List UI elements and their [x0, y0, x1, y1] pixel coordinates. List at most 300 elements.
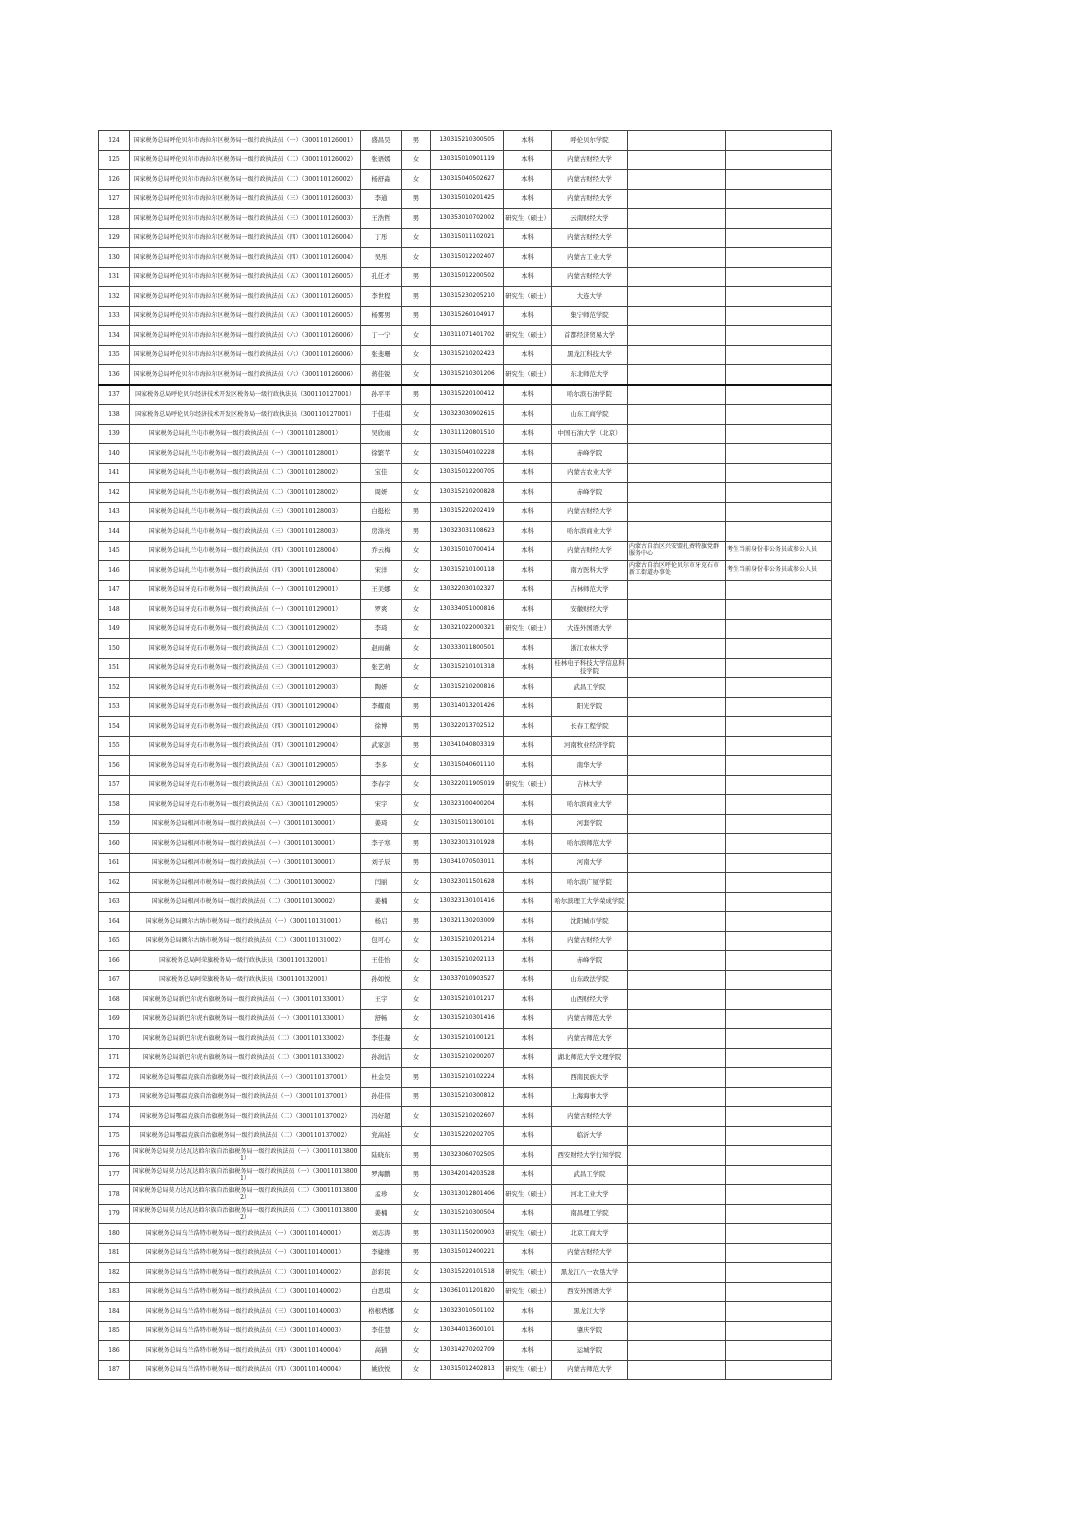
cell-education: 本科 [504, 678, 552, 698]
cell-workplace [628, 385, 726, 405]
cell-remark [726, 365, 832, 385]
cell-ticket-number: 130314270202709 [431, 1341, 504, 1361]
cell-gender: 男 [402, 502, 431, 522]
cell-school: 长春工程学院 [552, 717, 628, 737]
cell-workplace [628, 736, 726, 756]
cell-name: 李世程 [361, 287, 402, 307]
cell-remark [726, 345, 832, 365]
cell-gender: 男 [402, 209, 431, 229]
cell-remark [726, 170, 832, 190]
cell-remark [726, 1126, 832, 1146]
cell-ticket-number: 130315010700414 [431, 541, 504, 561]
cell-education: 本科 [504, 150, 552, 170]
cell-gender: 女 [402, 775, 431, 795]
table-row [99, 483, 832, 503]
cell-number: 183 [99, 1282, 130, 1302]
cell-ticket-number: 130315210301416 [431, 1009, 504, 1029]
cell-number: 169 [99, 1009, 130, 1029]
cell-ticket-number: 130315210200207 [431, 1048, 504, 1068]
cell-gender: 男 [402, 717, 431, 737]
cell-school: 南方医科大学 [552, 561, 628, 581]
cell-ticket-number: 130315012400221 [431, 1243, 504, 1263]
cell-school: 内蒙古财经大学 [552, 150, 628, 170]
cell-position: 国家税务总局乌兰浩特市税务局一级行政执法员（一）（300110140001） [130, 1224, 361, 1244]
cell-school: 大连大学 [552, 287, 628, 307]
cell-gender: 女 [402, 1263, 431, 1283]
cell-remark [726, 1087, 832, 1107]
cell-gender: 女 [402, 756, 431, 776]
cell-position: 国家税务总局呼伦贝尔市海拉尔区税务局一级行政执法员（二）（300110126002） [130, 150, 361, 170]
cell-number: 126 [99, 170, 130, 190]
cell-position: 国家税务总局呼伦贝尔市海拉尔区税务局一级行政执法员（三）（300110126003） [130, 189, 361, 209]
cell-remark: 考生当前身份非公务员或参公人员 [726, 561, 832, 581]
cell-remark [726, 522, 832, 542]
cell-remark [726, 463, 832, 483]
cell-remark [726, 1360, 832, 1380]
cell-ticket-number: 130314013201426 [431, 697, 504, 717]
cell-workplace [628, 189, 726, 209]
cell-education: 本科 [504, 561, 552, 581]
cell-name: 李琦 [361, 619, 402, 639]
cell-workplace [628, 795, 726, 815]
cell-remark [726, 678, 832, 698]
cell-ticket-number: 130342014203528 [431, 1165, 504, 1185]
table-row [99, 1146, 832, 1166]
cell-education: 本科 [504, 1204, 552, 1224]
table-row [99, 1107, 832, 1127]
cell-school: 山东政法学院 [552, 970, 628, 990]
cell-name: 陶妍 [361, 678, 402, 698]
table-row [99, 736, 832, 756]
cell-gender: 女 [402, 326, 431, 346]
cell-school: 安徽财经大学 [552, 600, 628, 620]
cell-gender: 男 [402, 1087, 431, 1107]
cell-name: 李婕维 [361, 1243, 402, 1263]
cell-education: 本科 [504, 306, 552, 326]
cell-position: 国家税务总局牙克石市税务局一级行政执法员（五）（300110129005） [130, 795, 361, 815]
cell-remark [726, 775, 832, 795]
cell-school: 哈尔滨石油学院 [552, 385, 628, 405]
cell-education: 本科 [504, 1146, 552, 1166]
cell-number: 136 [99, 365, 130, 385]
table-row [99, 385, 832, 405]
cell-workplace [628, 853, 726, 873]
cell-workplace [628, 365, 726, 385]
cell-gender: 女 [402, 345, 431, 365]
cell-gender: 女 [402, 561, 431, 581]
cell-remark [726, 267, 832, 287]
cell-gender: 女 [402, 483, 431, 503]
cell-school: 首都经济贸易大学 [552, 326, 628, 346]
cell-position: 国家税务总局呼伦贝尔经济技术开发区税务局一级行政执法员（300110127001） [130, 405, 361, 425]
cell-position: 国家税务总局牙克石市税务局一级行政执法员（五）（300110129005） [130, 775, 361, 795]
cell-remark [726, 795, 832, 815]
cell-remark [726, 1068, 832, 1088]
table-row [99, 1087, 832, 1107]
cell-gender: 男 [402, 834, 431, 854]
cell-ticket-number: 130322011905019 [431, 775, 504, 795]
cell-gender: 女 [402, 1302, 431, 1322]
cell-education: 本科 [504, 697, 552, 717]
cell-school: 哈尔滨商业大学 [552, 795, 628, 815]
cell-school: 山东工商学院 [552, 405, 628, 425]
cell-workplace [628, 150, 726, 170]
cell-position: 国家税务总局呼伦贝尔市海拉尔区税务局一级行政执法员（五）（300110126005） [130, 287, 361, 307]
cell-school: 内蒙古师范大学 [552, 1029, 628, 1049]
cell-position: 国家税务总局根河市税务局一级行政执法员（二）（300110130002） [130, 892, 361, 912]
cell-number: 162 [99, 873, 130, 893]
cell-remark [726, 1165, 832, 1185]
cell-number: 146 [99, 561, 130, 581]
cell-gender: 女 [402, 951, 431, 971]
cell-number: 185 [99, 1321, 130, 1341]
cell-name: 孟珍 [361, 1185, 402, 1205]
cell-number: 133 [99, 306, 130, 326]
cell-school: 哈尔滨师范大学 [552, 834, 628, 854]
cell-name: 宋洋 [361, 561, 402, 581]
cell-gender: 男 [402, 522, 431, 542]
table-row [99, 541, 832, 561]
table-row [99, 931, 832, 951]
cell-ticket-number: 130315210100118 [431, 561, 504, 581]
cell-education: 本科 [504, 736, 552, 756]
cell-workplace [628, 228, 726, 248]
cell-name: 张艺萌 [361, 658, 402, 678]
cell-name: 李通 [361, 189, 402, 209]
cell-remark [726, 502, 832, 522]
cell-remark [726, 405, 832, 425]
cell-position: 国家税务总局牙克石市税务局一级行政执法员（一）（300110129001） [130, 580, 361, 600]
cell-ticket-number: 130315012200705 [431, 463, 504, 483]
cell-education: 本科 [504, 483, 552, 503]
cell-name: 舒畅 [361, 1009, 402, 1029]
cell-remark [726, 385, 832, 405]
cell-ticket-number: 130321130203009 [431, 912, 504, 932]
cell-education: 本科 [504, 580, 552, 600]
cell-school: 南华大学 [552, 756, 628, 776]
cell-name: 彭彩民 [361, 1263, 402, 1283]
cell-ticket-number: 130323031108623 [431, 522, 504, 542]
cell-remark [726, 1243, 832, 1263]
cell-workplace [628, 483, 726, 503]
cell-education: 本科 [504, 912, 552, 932]
cell-education: 本科 [504, 1009, 552, 1029]
cell-position: 国家税务总局莫力达瓦达斡尔族自治旗税务局一级行政执法员（一）（300110138001） [130, 1165, 361, 1185]
cell-school: 西安外国语大学 [552, 1282, 628, 1302]
cell-education: 本科 [504, 1302, 552, 1322]
cell-number: 155 [99, 736, 130, 756]
cell-ticket-number: 130315012202407 [431, 248, 504, 268]
cell-number: 137 [99, 385, 130, 405]
cell-number: 132 [99, 287, 130, 307]
cell-name: 高猜 [361, 1341, 402, 1361]
cell-position: 国家税务总局呼伦贝尔市海拉尔区税务局一级行政执法员（六）（300110126006） [130, 326, 361, 346]
cell-gender: 女 [402, 463, 431, 483]
cell-position: 国家税务总局呼伦贝尔经济技术开发区税务局一级行政执法员（300110127001） [130, 385, 361, 405]
cell-gender: 女 [402, 970, 431, 990]
cell-gender: 女 [402, 365, 431, 385]
cell-ticket-number: 130315210200828 [431, 483, 504, 503]
cell-position: 国家税务总局根河市税务局一级行政执法员（一）（300110130001） [130, 814, 361, 834]
table-row [99, 1341, 832, 1361]
cell-workplace [628, 502, 726, 522]
cell-workplace [628, 424, 726, 444]
table-row [99, 1282, 832, 1302]
cell-position: 国家税务总局鄂温克族自治旗税务局一级行政执法员（一）（300110137001） [130, 1087, 361, 1107]
cell-number: 186 [99, 1341, 130, 1361]
table-row [99, 326, 832, 346]
cell-gender: 女 [402, 619, 431, 639]
cell-name: 徐博 [361, 717, 402, 737]
table-row [99, 1321, 832, 1341]
cell-name: 冯好超 [361, 1107, 402, 1127]
cell-name: 王浩哲 [361, 209, 402, 229]
cell-number: 143 [99, 502, 130, 522]
cell-education: 本科 [504, 463, 552, 483]
cell-gender: 女 [402, 405, 431, 425]
cell-number: 171 [99, 1048, 130, 1068]
cell-workplace [628, 1146, 726, 1166]
cell-school: 黑龙江大学 [552, 1302, 628, 1322]
cell-name: 周妍 [361, 483, 402, 503]
cell-position: 国家税务总局莫力达瓦达斡尔族自治旗税务局一级行政执法员（二）（300110138002） [130, 1185, 361, 1205]
cell-workplace [628, 1029, 726, 1049]
cell-gender: 女 [402, 1029, 431, 1049]
cell-number: 147 [99, 580, 130, 600]
cell-remark [726, 424, 832, 444]
cell-workplace [628, 1341, 726, 1361]
cell-position: 国家税务总局扎兰屯市税务局一级行政执法员（一）（300110128001） [130, 444, 361, 464]
cell-ticket-number: 130315011102021 [431, 228, 504, 248]
cell-position: 国家税务总局莫力达瓦达斡尔族自治旗税务局一级行政执法员（一）（300110138001） [130, 1146, 361, 1166]
cell-name: 白思琪 [361, 1282, 402, 1302]
cell-gender: 女 [402, 1009, 431, 1029]
cell-school: 内蒙古财经大学 [552, 267, 628, 287]
cell-gender: 男 [402, 287, 431, 307]
cell-education: 本科 [504, 1068, 552, 1088]
cell-gender: 男 [402, 306, 431, 326]
cell-position: 国家税务总局新巴尔虎右旗税务局一级行政执法员（二）（300110133002） [130, 1048, 361, 1068]
cell-position: 国家税务总局乌兰浩特市税务局一级行政执法员（四）（300110140004） [130, 1341, 361, 1361]
cell-education: 本科 [504, 424, 552, 444]
cell-gender: 女 [402, 170, 431, 190]
table-row [99, 502, 832, 522]
cell-school: 集宁师范学院 [552, 306, 628, 326]
cell-gender: 男 [402, 1068, 431, 1088]
cell-school: 武昌工学院 [552, 1165, 628, 1185]
cell-education: 研究生（硕士） [504, 1185, 552, 1205]
table-row [99, 1204, 832, 1224]
cell-position: 国家税务总局新巴尔虎右旗税务局一级行政执法员（一）（300110133001） [130, 1009, 361, 1029]
cell-workplace [628, 1282, 726, 1302]
cell-name: 王美娜 [361, 580, 402, 600]
cell-ticket-number: 130311071401702 [431, 326, 504, 346]
cell-education: 本科 [504, 756, 552, 776]
table-row [99, 795, 832, 815]
cell-ticket-number: 130344013600101 [431, 1321, 504, 1341]
cell-name: 孔任才 [361, 267, 402, 287]
cell-education: 研究生（硕士） [504, 775, 552, 795]
cell-education: 研究生（硕士） [504, 619, 552, 639]
cell-number: 159 [99, 814, 130, 834]
cell-workplace [628, 814, 726, 834]
cell-school: 浙江农林大学 [552, 639, 628, 659]
cell-position: 国家税务总局乌兰浩特市税务局一级行政执法员（四）（300110140004） [130, 1360, 361, 1380]
cell-school: 中国石油大学（北京） [552, 424, 628, 444]
cell-education: 本科 [504, 990, 552, 1010]
cell-gender: 女 [402, 1107, 431, 1127]
cell-name: 李多 [361, 756, 402, 776]
cell-number: 139 [99, 424, 130, 444]
cell-gender: 女 [402, 1204, 431, 1224]
cell-position: 国家税务总局牙克石市税务局一级行政执法员（五）（300110129005） [130, 756, 361, 776]
cell-name: 丁一宁 [361, 326, 402, 346]
table-row [99, 170, 832, 190]
cell-number: 172 [99, 1068, 130, 1088]
cell-school: 湖北师范大学文理学院 [552, 1048, 628, 1068]
cell-gender: 女 [402, 795, 431, 815]
table-row [99, 131, 832, 151]
cell-name: 刘子辰 [361, 853, 402, 873]
cell-remark [726, 814, 832, 834]
cell-name: 张语嫣 [361, 150, 402, 170]
cell-number: 168 [99, 990, 130, 1010]
table-row [99, 658, 832, 678]
cell-workplace [628, 1263, 726, 1283]
cell-remark [726, 1263, 832, 1283]
cell-education: 本科 [504, 502, 552, 522]
cell-gender: 男 [402, 189, 431, 209]
cell-number: 167 [99, 970, 130, 990]
cell-school: 吉林大学 [552, 775, 628, 795]
cell-school: 桂林电子科技大学信息科技学院 [552, 658, 628, 678]
cell-name: 吴欣雨 [361, 424, 402, 444]
cell-number: 130 [99, 248, 130, 268]
cell-workplace [628, 1302, 726, 1322]
cell-workplace [628, 756, 726, 776]
cell-position: 国家税务总局牙克石市税务局一级行政执法员（二）（300110129002） [130, 639, 361, 659]
cell-workplace [628, 1048, 726, 1068]
cell-ticket-number: 130315210300812 [431, 1087, 504, 1107]
cell-number: 149 [99, 619, 130, 639]
cell-education: 本科 [504, 1165, 552, 1185]
cell-workplace [628, 892, 726, 912]
cell-school: 哈尔滨广厦学院 [552, 873, 628, 893]
table-row [99, 756, 832, 776]
cell-school: 运城学院 [552, 1341, 628, 1361]
cell-name: 杨雾男 [361, 306, 402, 326]
cell-ticket-number: 130315210102224 [431, 1068, 504, 1088]
cell-workplace [628, 248, 726, 268]
table-row [99, 892, 832, 912]
cell-remark [726, 150, 832, 170]
cell-position: 国家税务总局呼伦贝尔市海拉尔区税务局一级行政执法员（一）（300110126001） [130, 131, 361, 151]
cell-education: 本科 [504, 717, 552, 737]
table-row [99, 1029, 832, 1049]
cell-remark [726, 287, 832, 307]
cell-remark [726, 1146, 832, 1166]
cell-education: 本科 [504, 189, 552, 209]
cell-number: 174 [99, 1107, 130, 1127]
cell-education: 本科 [504, 853, 552, 873]
cell-position: 国家税务总局扎兰屯市税务局一级行政执法员（四）（300110128004） [130, 561, 361, 581]
cell-ticket-number: 130315220202705 [431, 1126, 504, 1146]
cell-gender: 女 [402, 1185, 431, 1205]
cell-gender: 女 [402, 444, 431, 464]
cell-number: 187 [99, 1360, 130, 1380]
cell-education: 本科 [504, 1341, 552, 1361]
cell-position: 国家税务总局鄂温克族自治旗税务局一级行政执法员（二）（300110137002） [130, 1126, 361, 1146]
cell-ticket-number: 130315260104917 [431, 306, 504, 326]
cell-education: 本科 [504, 228, 552, 248]
cell-gender: 女 [402, 678, 431, 698]
cell-number: 176 [99, 1146, 130, 1166]
cell-name: 党高娃 [361, 1126, 402, 1146]
cell-education: 本科 [504, 1029, 552, 1049]
cell-school: 吉林师范大学 [552, 580, 628, 600]
cell-education: 本科 [504, 444, 552, 464]
cell-gender: 女 [402, 541, 431, 561]
cell-workplace: 内蒙古自治区呼伦贝尔市牙克石市新工街道办事处 [628, 561, 726, 581]
cell-ticket-number: 130315210100121 [431, 1029, 504, 1049]
cell-name: 王宇 [361, 990, 402, 1010]
cell-name: 姚欣悦 [361, 1360, 402, 1380]
cell-education: 本科 [504, 600, 552, 620]
cell-position: 国家税务总局扎兰屯市税务局一级行政执法员（三）（300110128003） [130, 522, 361, 542]
cell-name: 杜金昊 [361, 1068, 402, 1088]
table-row [99, 345, 832, 365]
cell-education: 本科 [504, 1243, 552, 1263]
cell-ticket-number: 130337010903527 [431, 970, 504, 990]
cell-school: 赤峰学院 [552, 951, 628, 971]
table-row [99, 463, 832, 483]
cell-education: 本科 [504, 267, 552, 287]
cell-workplace [628, 405, 726, 425]
cell-gender: 女 [402, 600, 431, 620]
cell-remark [726, 483, 832, 503]
cell-ticket-number: 130334051000816 [431, 600, 504, 620]
cell-school: 大连外国语大学 [552, 619, 628, 639]
cell-ticket-number: 130341040803319 [431, 736, 504, 756]
table-row [99, 697, 832, 717]
cell-ticket-number: 130311120801510 [431, 424, 504, 444]
cell-position: 国家税务总局扎兰屯市税务局一级行政执法员（四）（300110128004） [130, 541, 361, 561]
cell-name: 刘志涛 [361, 1224, 402, 1244]
cell-gender: 女 [402, 990, 431, 1010]
table-row [99, 1302, 832, 1322]
candidate-table [98, 130, 832, 1380]
cell-gender: 男 [402, 1146, 431, 1166]
cell-gender: 男 [402, 1165, 431, 1185]
table-row [99, 580, 832, 600]
cell-position: 国家税务总局扎兰屯市税务局一级行政执法员（二）（300110128002） [130, 463, 361, 483]
cell-school: 内蒙古师范大学 [552, 1009, 628, 1029]
cell-number: 163 [99, 892, 130, 912]
cell-position: 国家税务总局乌兰浩特市税务局一级行政执法员（二）（300110140002） [130, 1282, 361, 1302]
cell-workplace [628, 287, 726, 307]
cell-position: 国家税务总局根河市税务局一级行政执法员（一）（300110130001） [130, 853, 361, 873]
cell-position: 国家税务总局呼伦贝尔市海拉尔区税务局一级行政执法员（四）（300110126004） [130, 248, 361, 268]
cell-school: 内蒙古工业大学 [552, 248, 628, 268]
cell-workplace [628, 1204, 726, 1224]
cell-name: 孙平平 [361, 385, 402, 405]
cell-position: 国家税务总局牙克石市税务局一级行政执法员（二）（300110129002） [130, 619, 361, 639]
cell-workplace [628, 1224, 726, 1244]
cell-school: 西南民族大学 [552, 1068, 628, 1088]
table-row [99, 248, 832, 268]
cell-workplace [628, 1107, 726, 1127]
cell-school: 北京工商大学 [552, 1224, 628, 1244]
